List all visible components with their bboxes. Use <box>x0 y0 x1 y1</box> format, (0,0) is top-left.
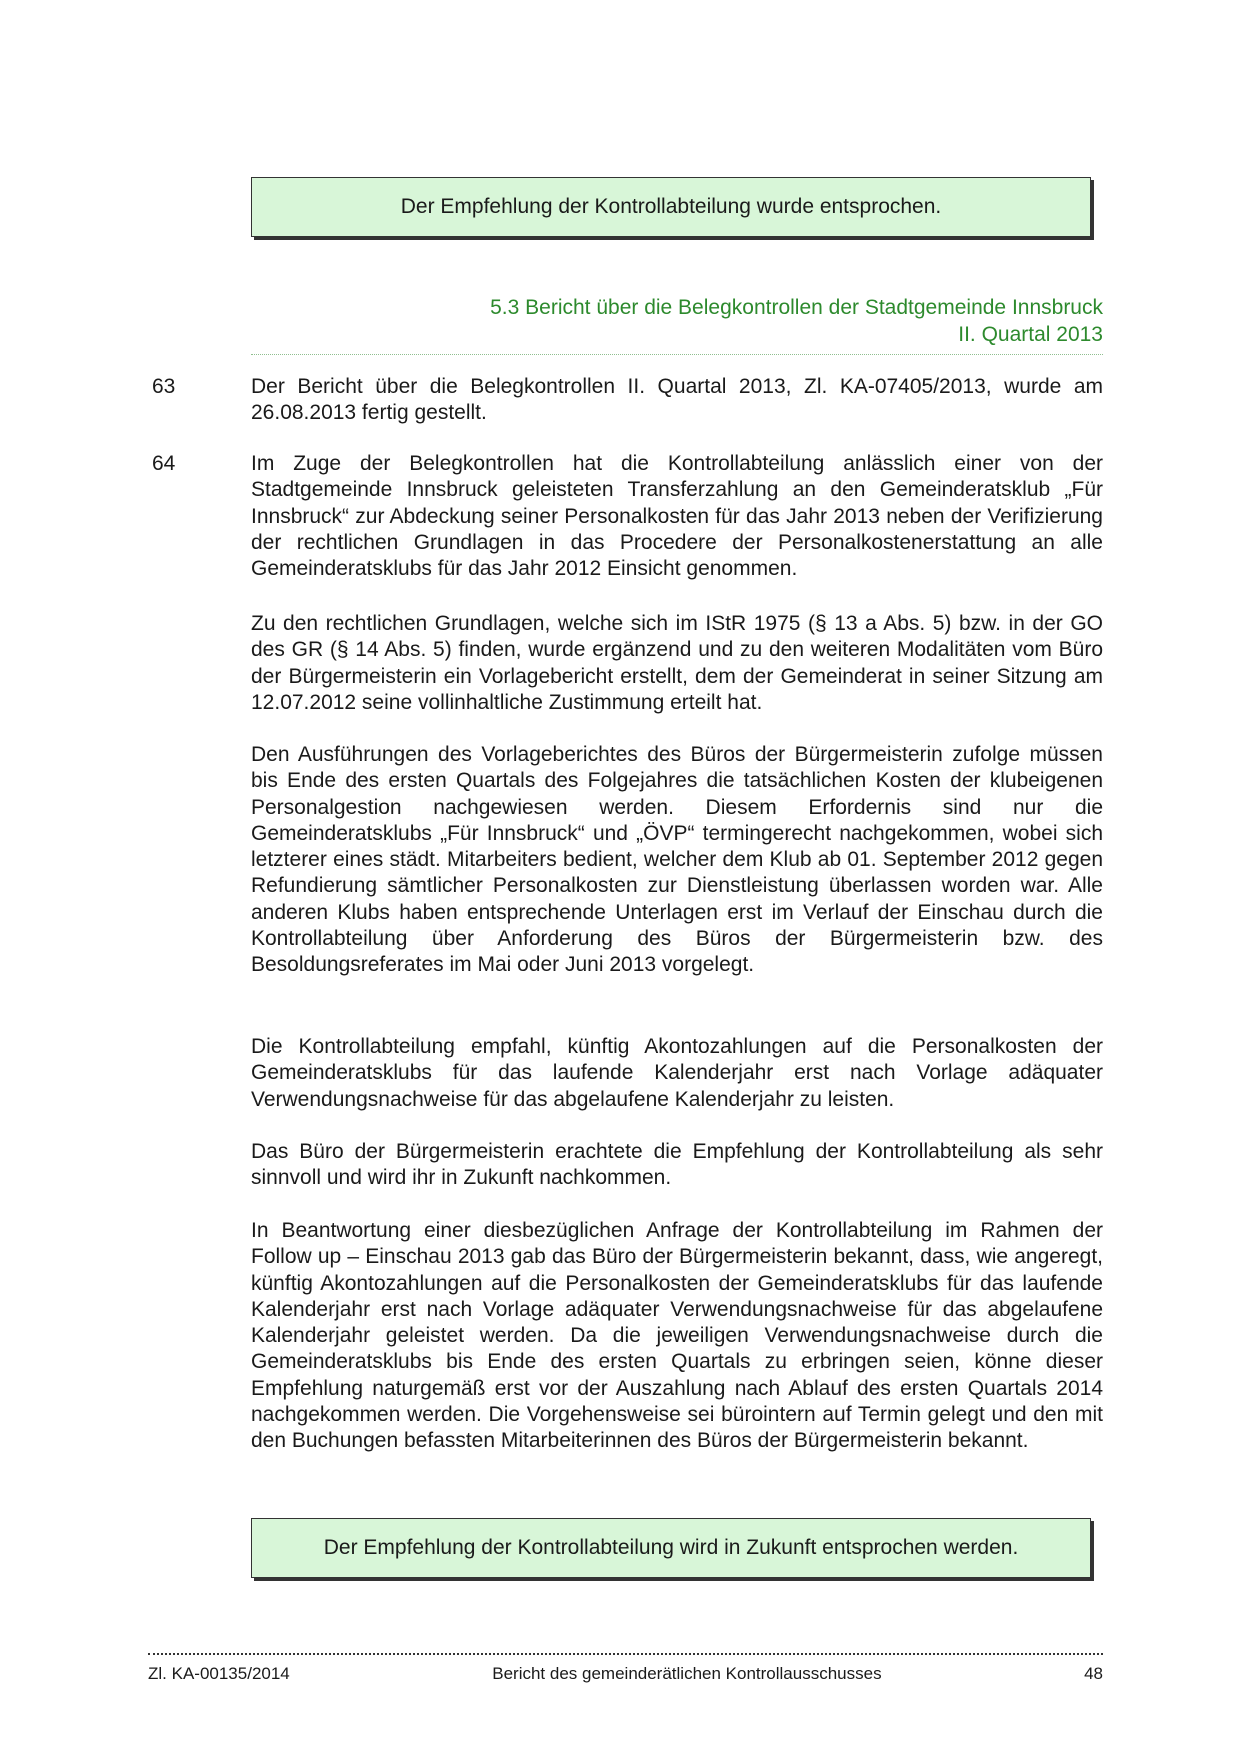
section-heading <box>251 294 1103 348</box>
paragraph-64-text-4: Die Kontrollabteilung empfahl, künftig Akontozahlungen auf die Personalkosten der Gemeinderatsklubs für das laufende Kalenderjahr erst nach Vorlage adäquater Verwendungsnachweise für das abgelaufene Kalenderjahr zu leisten. <box>251 1035 1103 1111</box>
statement-box-bottom <box>251 1518 1091 1578</box>
paragraph-number-64: 64 <box>152 452 176 475</box>
paragraph-64-text-5: Das Büro der Bürgermeisterin erachtete die Empfehlung der Kontrollabteilung als sehr sinnvoll und wird ihr in Zukunft nachkommen. <box>251 1140 1103 1190</box>
section-heading-title: 5.3 Bericht über die Belegkontrollen der Stadtgemeinde Innsbruck <box>490 296 1103 319</box>
paragraph-64-text-6: In Beantwortung einer diesbezüglichen Anfrage der Kontrollabteilung im Rahmen der Follow up – Einschau 2013 gab das Büro der Bürgermeisterin bekannt, dass, wie angeregt, künftig Akontozahlungen auf die Personalkosten der Gemeinderatsklubs für das laufende Kalenderjahr erst nach Vorlage adäquater Verwendungsnachweise für das abgelaufene Kalenderjahr geleistet werden. Da die jeweiligen Verwendungsnachweise durch die Gemeinderatsklubs bis Ende des ersten Quartals zu erbringen seien, könne dieser Empfehlung naturgemäß erst vor der Auszahlung nach Ablauf des ersten Quartals 2014 nachgekommen werden. Die Vorgehensweise sei bürointern auf Termin gelegt und den mit den Buchungen befassten Mitarbeiterinnen des Büros der Bürgermeisterin bekannt. <box>251 1219 1103 1453</box>
statement-box-top <box>251 177 1091 237</box>
statement-text-top: Der Empfehlung der Kontrollabteilung wurde entsprochen. <box>400 195 942 218</box>
page-footer <box>148 1664 1103 1684</box>
paragraph-63-text: Der Bericht über die Belegkontrollen II. Quartal 2013, Zl. KA-07405/2013, wurde am 26.08.2013 fertig gestellt. <box>251 375 1103 425</box>
paragraph-number-63: 63 <box>152 375 176 398</box>
footer-reference: Zl. KA-00135/2014 <box>148 1664 290 1683</box>
section-heading-subtitle: II. Quartal 2013 <box>958 323 1103 346</box>
statement-text-bottom: Der Empfehlung der Kontrollabteilung wird in Zukunft entsprochen werden. <box>323 1536 1019 1559</box>
footer-page-number: 48 <box>1084 1664 1103 1683</box>
section-heading-rule <box>251 354 1103 355</box>
footer-title: Bericht des gemeinderätlichen Kontrollausschusses <box>492 1664 882 1683</box>
paragraph-64-text-3: Den Ausführungen des Vorlageberichtes des Büros der Bürgermeisterin zufolge müssen bis Ende des ersten Quartals des Folgejahres die tatsächlichen Kosten der klubeigenen Personalgestion nachgewiesen werden. Diesem Erfordernis sind nur die Gemeinderatsklubs „Für Innsbruck“ und „ÖVP“ termingerecht nachgekommen, wobei sich letzterer eines städt. Mitarbeiters bedient, welcher dem Klub ab 01. September 2012 gegen Refundierung sämtlicher Personalkosten zur Dienstleistung überlassen worden war. Alle anderen Klubs haben entsprechende Unterlagen erst im Verlauf der Einschau durch die Kontrollabteilung über Anforderung des Büros der Bürgermeisterin bzw. des Besoldungsreferates im Mai oder Juni 2013 vorgelegt. <box>251 743 1103 977</box>
paragraph-64-text-1: Im Zuge der Belegkontrollen hat die Kontrollabteilung anlässlich einer von der Stadtgemeinde Innsbruck geleisteten Transferzahlung an den Gemeinderatsklub „Für Innsbruck“ zur Abdeckung seiner Personalkosten für das Jahr 2013 neben der Verifizierung der rechtlichen Grundlagen in das Procedere der Personalkostenerstattung an alle Gemeinderatsklubs für das Jahr 2012 Einsicht genommen. <box>251 452 1103 581</box>
footer-rule <box>148 1653 1103 1655</box>
paragraph-64-text-2: Zu den rechtlichen Grundlagen, welche sich im IStR 1975 (§ 13 a Abs. 5) bzw. in der GO des GR (§ 14 Abs. 5) finden, wurde ergänzend und zu den weiteren Modalitäten vom Büro der Bürgermeisterin ein Vorlagebericht erstellt, dem der Gemeinderat in seiner Sitzung am 12.07.2012 seine vollinhaltliche Zustimmung erteilt hat. <box>251 612 1103 714</box>
